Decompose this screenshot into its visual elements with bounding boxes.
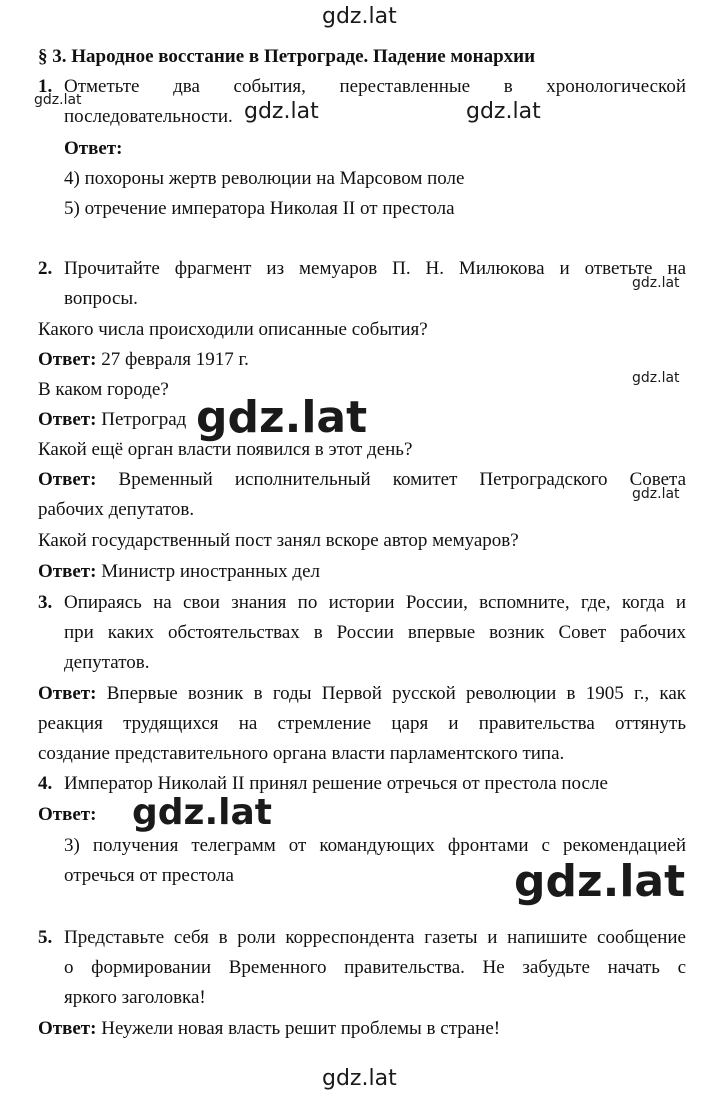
question-number: 4.: [38, 773, 53, 794]
question-text: Опираясь на свои знания по истории России, вспомните, где, когда и: [64, 592, 686, 613]
watermark-small: gdz.lat: [632, 486, 680, 502]
watermark-small: gdz.lat: [34, 92, 82, 108]
sub-question: В каком городе?: [38, 379, 169, 400]
answer-label: Ответ:: [38, 683, 97, 704]
question-text: Представьте себя в роли корреспондента газеты и напишите сообщение: [64, 927, 686, 948]
question-5: [38, 926, 686, 950]
answer-text: 27 февраля 1917 г.: [101, 349, 249, 370]
answer-label: Ответ:: [38, 349, 97, 370]
question-text: о формировании Временного правительства. Не забудьте начать с: [64, 957, 686, 978]
watermark-small: gdz.lat: [632, 275, 680, 291]
answer-label: Ответ:: [38, 804, 97, 825]
answer-text: Неужели новая власть решит проблемы в стране!: [101, 1018, 501, 1039]
watermark-large: gdz.lat: [132, 792, 273, 833]
answer-label: Ответ:: [38, 561, 97, 582]
sub-question: Какой ещё орган власти появился в этот день?: [38, 439, 413, 460]
watermark-mid: gdz.lat: [466, 99, 541, 124]
question-text: Отметьте два события, переставленные в хронологической: [64, 76, 686, 97]
answer-label: Ответ:: [38, 409, 97, 430]
answer-text: рабочих депутатов.: [38, 499, 195, 520]
sub-question: Какого числа происходили описанные события?: [38, 319, 428, 340]
question-2: [38, 257, 686, 281]
answer-line: [38, 560, 686, 584]
question-1: [38, 75, 686, 99]
question-text: при каких обстоятельствах в России впервые возник Совет рабочих: [64, 622, 686, 643]
answer-text: реакция трудящихся на стремление царя и правительства оттянуть: [38, 713, 686, 734]
question-text: последовательности.: [64, 106, 233, 127]
question-number: 2.: [38, 258, 53, 279]
watermark-top: gdz.lat: [322, 4, 397, 29]
question-number: 3.: [38, 592, 53, 613]
question-4: [38, 772, 686, 796]
answer-line: [38, 408, 686, 432]
page-title: § 3. Народное восстание в Петрограде. Падение монархии: [38, 46, 536, 67]
watermark-large: gdz.lat: [514, 856, 686, 907]
answer-text: Временный исполнительный комитет Петроградского Совета: [118, 469, 687, 490]
answer-label: Ответ:: [38, 469, 97, 490]
question-number: 1.: [38, 76, 53, 97]
watermark-bottom: gdz.lat: [322, 1066, 397, 1091]
answer-line: [38, 682, 686, 706]
answer-item: 5) отречение императора Николая II от престола: [64, 198, 455, 219]
question-text: вопросы.: [64, 288, 138, 309]
answer-text: Впервые возник в годы Первой русской революции в 1905 г., как: [106, 683, 686, 704]
question-number: 5.: [38, 927, 53, 948]
answer-text: 3) получения телеграмм от командующих фронтами с рекомендацией: [64, 835, 686, 856]
answer-line: [38, 348, 686, 372]
answer-line: [38, 468, 686, 492]
question-text: депутатов.: [64, 652, 150, 673]
watermark-large: gdz.lat: [196, 392, 368, 443]
answer-line: [38, 1017, 686, 1041]
question-text: Император Николай II принял решение отречься от престола после: [64, 773, 608, 794]
answer-item: 4) похороны жертв революции на Марсовом поле: [64, 168, 465, 189]
sub-question: Какой государственный пост занял вскоре автор мемуаров?: [38, 530, 519, 551]
answer-text: Министр иностранных дел: [101, 561, 320, 582]
question-text: Прочитайте фрагмент из мемуаров П. Н. Милюкова и ответьте на: [64, 258, 686, 279]
question-text: яркого заголовка!: [64, 987, 206, 1008]
watermark-small: gdz.lat: [632, 370, 680, 386]
watermark-mid: gdz.lat: [244, 99, 319, 124]
answer-label: Ответ:: [38, 1018, 97, 1039]
answer-text: Петроград: [101, 409, 187, 430]
answer-text: создание представительного органа власти парламентского типа.: [38, 743, 565, 764]
answer-label: Ответ:: [64, 138, 123, 159]
answer-text: отречься от престола: [64, 865, 234, 886]
question-3: [38, 591, 686, 615]
